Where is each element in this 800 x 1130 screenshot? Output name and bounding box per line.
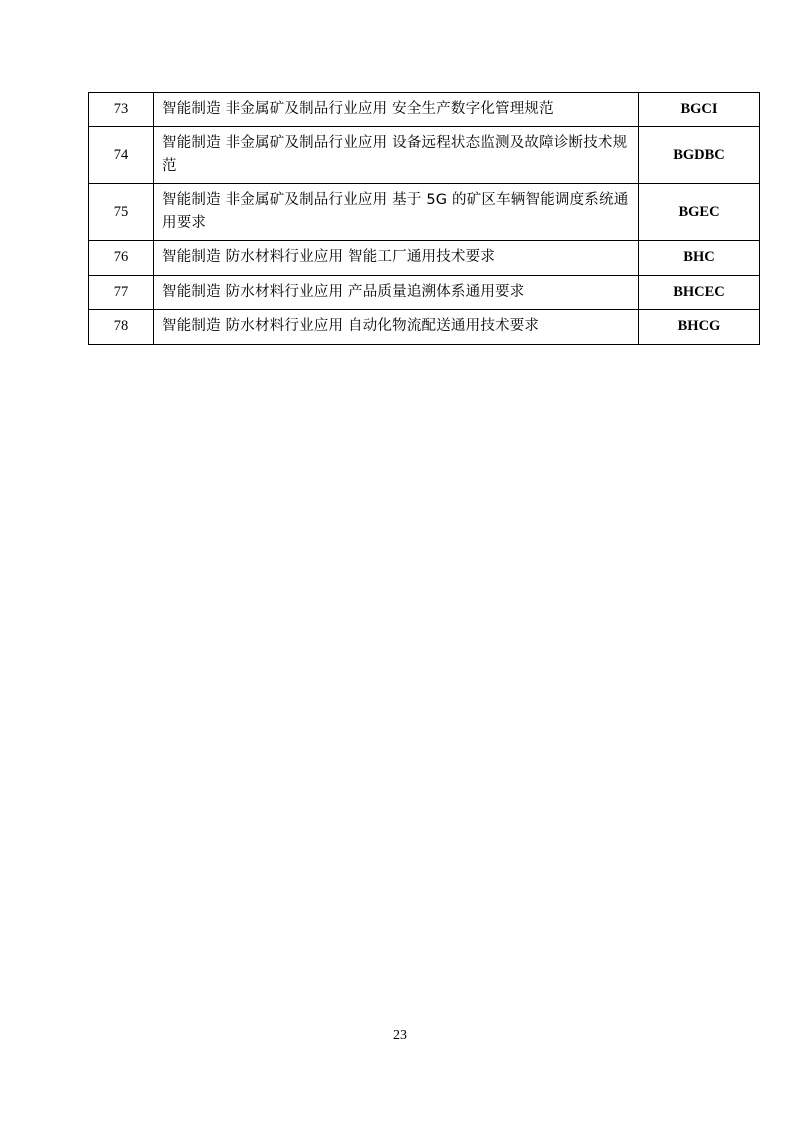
table-row [89, 241, 760, 275]
table-row [89, 275, 760, 309]
table-row [89, 93, 760, 127]
table-row [89, 127, 760, 184]
row-standard-name: 智能制造 防水材料行业应用 产品质量追溯体系通用要求 [154, 275, 639, 309]
row-standard-name: 智能制造 防水材料行业应用 智能工厂通用技术要求 [154, 241, 639, 275]
row-number: 78 [89, 310, 154, 344]
row-number: 74 [89, 127, 154, 184]
row-code: BGDBC [639, 127, 760, 184]
row-number: 77 [89, 275, 154, 309]
row-code: BHCEC [639, 275, 760, 309]
row-standard-name: 智能制造 非金属矿及制品行业应用 基于 5G 的矿区车辆智能调度系统通用要求 [154, 184, 639, 241]
table-body [89, 93, 760, 345]
row-number: 73 [89, 93, 154, 127]
table-row [89, 310, 760, 344]
row-standard-name: 智能制造 非金属矿及制品行业应用 设备远程状态监测及故障诊断技术规范 [154, 127, 639, 184]
row-code: BGEC [639, 184, 760, 241]
row-number: 76 [89, 241, 154, 275]
page-number: 23 [393, 1028, 407, 1043]
table-row [89, 184, 760, 241]
standards-table [88, 92, 760, 345]
row-number: 75 [89, 184, 154, 241]
row-code: BHC [639, 241, 760, 275]
row-standard-name: 智能制造 非金属矿及制品行业应用 安全生产数字化管理规范 [154, 93, 639, 127]
row-code: BHCG [639, 310, 760, 344]
row-standard-name: 智能制造 防水材料行业应用 自动化物流配送通用技术要求 [154, 310, 639, 344]
row-code: BGCI [639, 93, 760, 127]
